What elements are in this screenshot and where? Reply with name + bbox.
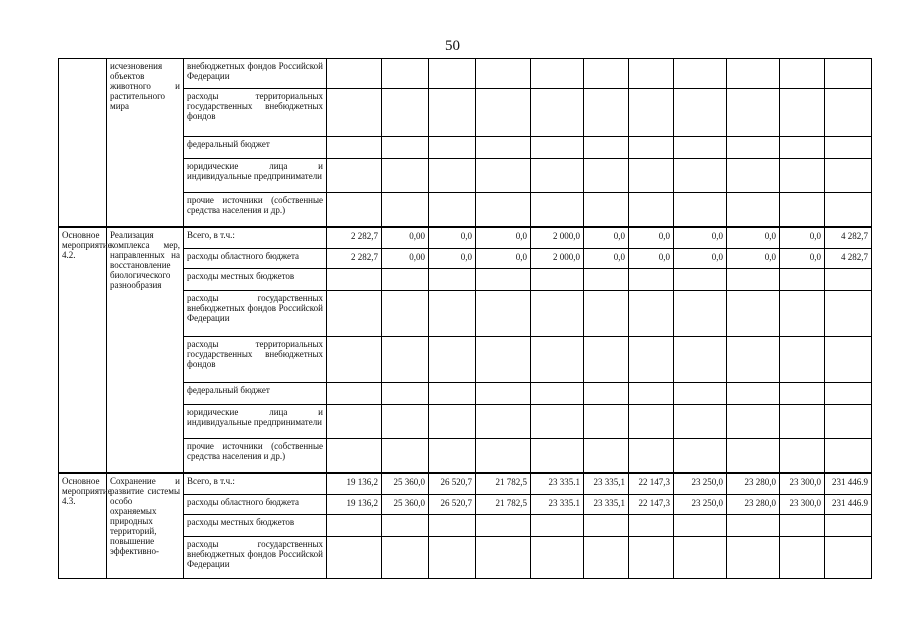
value-cell [780, 291, 825, 337]
value-cell [674, 537, 727, 579]
value-cell [727, 159, 780, 193]
value-cell [584, 59, 629, 89]
value-cell [674, 89, 727, 137]
value-cell: 25 360,0 [382, 495, 429, 515]
value-cell [780, 337, 825, 383]
value-cell [780, 59, 825, 89]
funding-source-cell: расходы местных бюджетов [184, 515, 327, 537]
value-cell [382, 159, 429, 193]
value-cell [476, 159, 531, 193]
value-cell [382, 405, 429, 439]
value-cell [727, 89, 780, 137]
value-cell [727, 515, 780, 537]
value-cell [629, 89, 674, 137]
value-cell [584, 383, 629, 405]
value-cell: 0,00 [382, 249, 429, 269]
value-cell [327, 337, 382, 383]
value-cell [531, 159, 584, 193]
value-cell: 23 280,0 [727, 495, 780, 515]
value-cell [531, 89, 584, 137]
value-cell [382, 515, 429, 537]
value-cell: 0,0 [780, 249, 825, 269]
value-cell [825, 291, 872, 337]
value-cell: 23 300,0 [780, 495, 825, 515]
value-cell [629, 515, 674, 537]
value-cell: 0,0 [780, 227, 825, 249]
value-cell [429, 439, 476, 473]
value-cell [780, 383, 825, 405]
value-cell [629, 439, 674, 473]
value-cell [382, 291, 429, 337]
value-cell [727, 137, 780, 159]
value-cell [584, 291, 629, 337]
measure-name-cell: исчезновения объектов животного и растительного мира [107, 59, 184, 227]
value-cell: 0,0 [629, 227, 674, 249]
value-cell [327, 383, 382, 405]
value-cell [629, 137, 674, 159]
value-cell [825, 439, 872, 473]
value-cell [727, 59, 780, 89]
value-cell [476, 439, 531, 473]
value-cell: 0,0 [429, 249, 476, 269]
value-cell [429, 269, 476, 291]
value-cell [382, 337, 429, 383]
value-cell [727, 439, 780, 473]
value-cell [780, 439, 825, 473]
value-cell [382, 137, 429, 159]
value-cell [327, 89, 382, 137]
value-cell: 0,0 [674, 249, 727, 269]
value-cell [531, 137, 584, 159]
value-cell: 2 282,7 [327, 249, 382, 269]
funding-source-cell: юридические лица и индивидуальные предприниматели [184, 405, 327, 439]
value-cell [382, 59, 429, 89]
value-cell [674, 337, 727, 383]
value-cell [382, 269, 429, 291]
value-cell: 23 250,0 [674, 473, 727, 495]
value-cell [584, 337, 629, 383]
value-cell: 21 782,5 [476, 495, 531, 515]
value-cell [780, 137, 825, 159]
value-cell [674, 405, 727, 439]
value-cell: 23 250,0 [674, 495, 727, 515]
value-cell [531, 337, 584, 383]
value-cell [629, 337, 674, 383]
value-cell [429, 537, 476, 579]
funding-source-cell: юридические лица и индивидуальные предприниматели [184, 159, 327, 193]
value-cell [584, 537, 629, 579]
measure-name-cell: Сохранение и развитие системы особо охраняемых природных территорий, повышение эффективно- [107, 473, 184, 579]
value-cell [825, 405, 872, 439]
value-cell [382, 193, 429, 227]
value-cell [429, 89, 476, 137]
funding-source-cell: расходы областного бюджета [184, 249, 327, 269]
value-cell [629, 291, 674, 337]
value-cell [825, 159, 872, 193]
value-cell [584, 159, 629, 193]
value-cell [629, 193, 674, 227]
value-cell: 0,0 [476, 227, 531, 249]
value-cell [780, 515, 825, 537]
value-cell [727, 291, 780, 337]
value-cell [382, 383, 429, 405]
page-number: 50 [445, 38, 460, 54]
value-cell [327, 137, 382, 159]
measure-name-cell: Реализация комплекса мер, направленных на восстановление биологического разнообразия [107, 227, 184, 473]
value-cell [476, 291, 531, 337]
value-cell [429, 291, 476, 337]
value-cell [727, 337, 780, 383]
value-cell: 25 360,0 [382, 473, 429, 495]
value-cell [476, 193, 531, 227]
value-cell [584, 439, 629, 473]
value-cell [327, 59, 382, 89]
funding-source-cell: расходы государственных внебюджетных фондов Российской Федерации [184, 537, 327, 579]
value-cell: 231 446.9 [825, 473, 872, 495]
value-cell [825, 537, 872, 579]
value-cell: 23 300,0 [780, 473, 825, 495]
funding-source-cell: Всего, в т.ч.: [184, 227, 327, 249]
value-cell: 23 335.1 [531, 495, 584, 515]
value-cell: 231 446.9 [825, 495, 872, 515]
value-cell [674, 137, 727, 159]
value-cell [476, 515, 531, 537]
value-cell [476, 337, 531, 383]
value-cell [629, 269, 674, 291]
funding-source-cell: расходы территориальных государственных внебюджетных фондов [184, 89, 327, 137]
funding-source-cell: прочие источники (собственные средства населения и др.) [184, 193, 327, 227]
value-cell: 2 282,7 [327, 227, 382, 249]
value-cell [327, 159, 382, 193]
funding-source-cell: расходы областного бюджета [184, 495, 327, 515]
table-row [59, 59, 872, 89]
value-cell [429, 337, 476, 383]
funding-source-cell: федеральный бюджет [184, 383, 327, 405]
value-cell: 0,0 [429, 227, 476, 249]
value-cell [629, 405, 674, 439]
value-cell: 23 335.1 [531, 473, 584, 495]
value-cell [674, 269, 727, 291]
value-cell [674, 193, 727, 227]
value-cell [429, 405, 476, 439]
value-cell [780, 269, 825, 291]
value-cell: 0,0 [629, 249, 674, 269]
value-cell [531, 439, 584, 473]
value-cell [327, 537, 382, 579]
value-cell [674, 515, 727, 537]
value-cell: 19 136,2 [327, 495, 382, 515]
value-cell [531, 59, 584, 89]
value-cell [727, 383, 780, 405]
funding-source-cell: Всего, в т.ч.: [184, 473, 327, 495]
value-cell [429, 59, 476, 89]
value-cell [674, 159, 727, 193]
value-cell [629, 159, 674, 193]
value-cell [727, 193, 780, 227]
value-cell: 0,0 [584, 227, 629, 249]
value-cell [531, 291, 584, 337]
value-cell: 22 147,3 [629, 473, 674, 495]
value-cell [327, 405, 382, 439]
value-cell [382, 537, 429, 579]
value-cell [476, 405, 531, 439]
value-cell [476, 537, 531, 579]
value-cell [476, 383, 531, 405]
value-cell [825, 59, 872, 89]
value-cell: 2 000,0 [531, 249, 584, 269]
value-cell [429, 193, 476, 227]
value-cell [476, 137, 531, 159]
table-row [59, 227, 872, 249]
value-cell [531, 383, 584, 405]
value-cell: 4 282,7 [825, 227, 872, 249]
funding-source-cell: прочие источники (собственные средства населения и др.) [184, 439, 327, 473]
value-cell [584, 515, 629, 537]
value-cell [429, 137, 476, 159]
value-cell: 23 335,1 [584, 473, 629, 495]
value-cell: 23 335,1 [584, 495, 629, 515]
value-cell [629, 537, 674, 579]
value-cell: 0,0 [727, 249, 780, 269]
value-cell [727, 537, 780, 579]
funding-source-cell: расходы государственных внебюджетных фондов Российской Федерации [184, 291, 327, 337]
value-cell: 19 136,2 [327, 473, 382, 495]
value-cell [327, 439, 382, 473]
value-cell [382, 89, 429, 137]
value-cell [584, 89, 629, 137]
value-cell [531, 193, 584, 227]
value-cell [327, 291, 382, 337]
value-cell: 22 147,3 [629, 495, 674, 515]
value-cell [825, 193, 872, 227]
value-cell: 21 782,5 [476, 473, 531, 495]
funding-source-cell: федеральный бюджет [184, 137, 327, 159]
value-cell [476, 269, 531, 291]
funding-source-cell: расходы местных бюджетов [184, 269, 327, 291]
value-cell [780, 193, 825, 227]
value-cell [429, 383, 476, 405]
value-cell [531, 537, 584, 579]
value-cell [584, 269, 629, 291]
value-cell [727, 405, 780, 439]
value-cell [531, 405, 584, 439]
value-cell [584, 193, 629, 227]
value-cell [476, 89, 531, 137]
value-cell [629, 59, 674, 89]
value-cell: 26 520,7 [429, 495, 476, 515]
budget-table [58, 58, 872, 579]
value-cell [531, 269, 584, 291]
value-cell [584, 137, 629, 159]
value-cell [674, 59, 727, 89]
value-cell: 0,0 [476, 249, 531, 269]
value-cell [382, 439, 429, 473]
value-cell [531, 515, 584, 537]
value-cell: 0,0 [674, 227, 727, 249]
value-cell [327, 193, 382, 227]
value-cell: 0,0 [727, 227, 780, 249]
value-cell: 0,00 [382, 227, 429, 249]
value-cell [674, 291, 727, 337]
value-cell: 2 000,0 [531, 227, 584, 249]
value-cell [825, 337, 872, 383]
value-cell [327, 269, 382, 291]
value-cell [584, 405, 629, 439]
value-cell [429, 515, 476, 537]
value-cell [327, 515, 382, 537]
value-cell [780, 89, 825, 137]
measure-cell: Основное мероприятие 4.3. [59, 473, 107, 579]
value-cell [476, 59, 531, 89]
funding-source-cell: расходы территориальных государственных внебюджетных фондов [184, 337, 327, 383]
value-cell [674, 439, 727, 473]
measure-cell: Основное мероприятие 4.2. [59, 227, 107, 473]
value-cell: 26 520,7 [429, 473, 476, 495]
value-cell [825, 269, 872, 291]
value-cell [727, 269, 780, 291]
value-cell: 0,0 [584, 249, 629, 269]
value-cell: 4 282,7 [825, 249, 872, 269]
value-cell [429, 159, 476, 193]
value-cell [629, 383, 674, 405]
value-cell: 23 280,0 [727, 473, 780, 495]
value-cell [825, 383, 872, 405]
value-cell [825, 137, 872, 159]
value-cell [674, 383, 727, 405]
table-row [59, 473, 872, 495]
value-cell [825, 515, 872, 537]
funding-source-cell: внебюджетных фондов Российской Федерации [184, 59, 327, 89]
measure-cell [59, 59, 107, 227]
value-cell [825, 89, 872, 137]
value-cell [780, 537, 825, 579]
value-cell [780, 405, 825, 439]
value-cell [780, 159, 825, 193]
